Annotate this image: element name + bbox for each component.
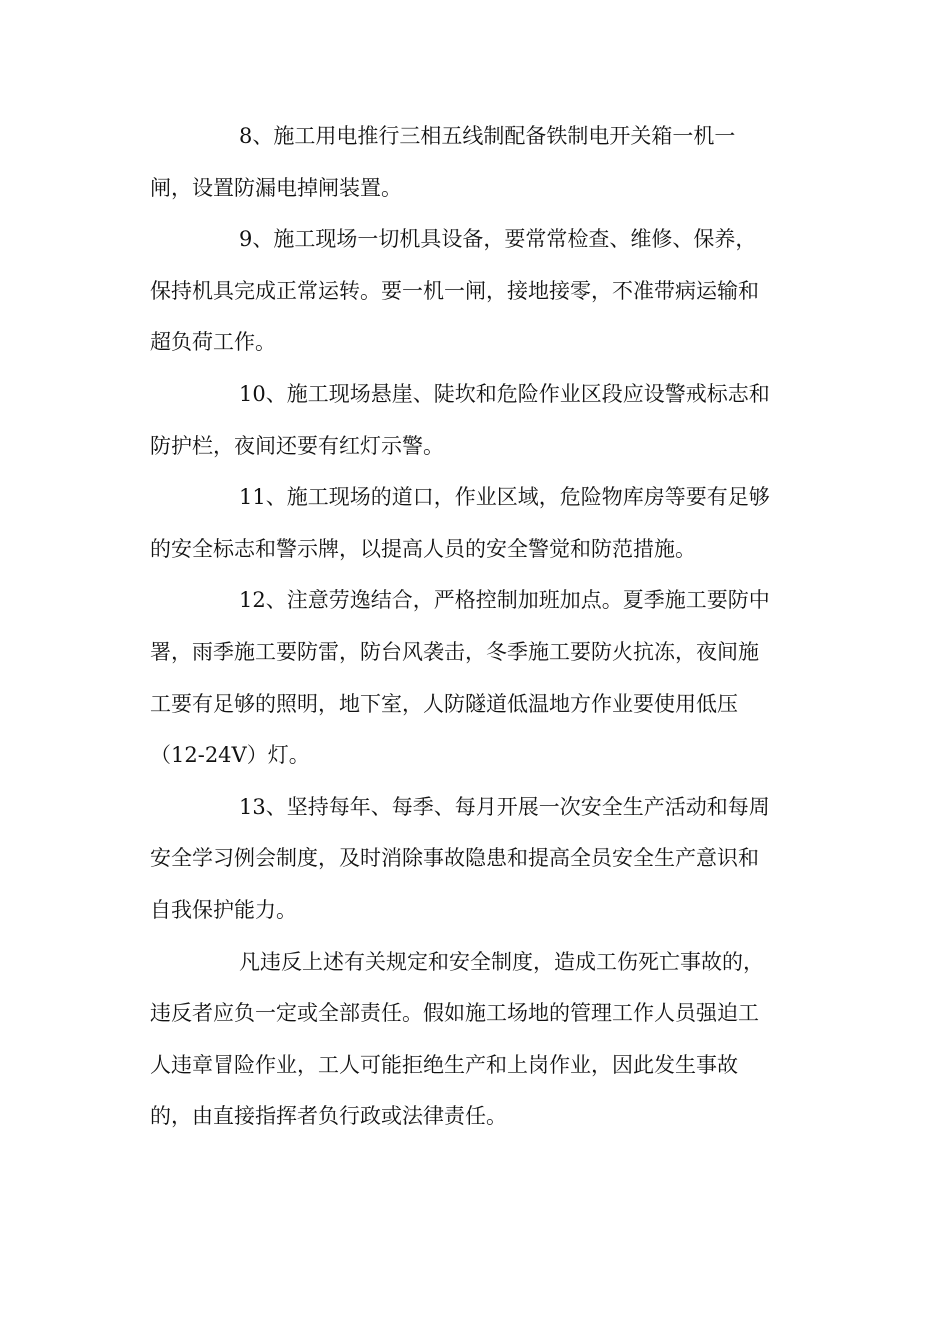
paragraph-line: 人违章冒险作业，工人可能拒绝生产和上岗作业，因此发生事故 xyxy=(150,1052,738,1077)
paragraph-item-10 xyxy=(150,369,800,472)
paragraph-line: 12、注意劳逸结合，严格控制加班加点。夏季施工要防中 xyxy=(239,588,770,613)
paragraph-line: 保持机具完成正常运转。要一机一闸，接地接零，不准带病运输和 xyxy=(150,278,759,303)
paragraph-line: 凡违反上述有关规定和安全制度，造成工伤死亡事故的， xyxy=(239,949,764,974)
paragraph-item-11 xyxy=(150,472,800,575)
paragraph-item-8 xyxy=(150,111,800,214)
paragraph-item-12 xyxy=(150,575,800,781)
paragraph-line: 9、施工现场一切机具设备，要常常检查、维修、保养， xyxy=(239,227,757,252)
paragraph-line: 11、施工现场的道口，作业区域，危险物库房等要有足够 xyxy=(239,485,770,510)
paragraph-item-9 xyxy=(150,214,800,369)
paragraph-liability xyxy=(150,937,800,1143)
paragraph-line: 防护栏，夜间还要有红灯示警。 xyxy=(150,433,444,458)
paragraph-item-13 xyxy=(150,782,800,937)
paragraph-line: 超负荷工作。 xyxy=(150,330,276,355)
paragraph-line: 闸，设置防漏电掉闸装置。 xyxy=(150,175,402,200)
paragraph-line: 13、坚持每年、每季、每月开展一次安全生产活动和每周 xyxy=(239,794,770,819)
paragraph-line: 署，雨季施工要防雷，防台风袭击，冬季施工要防火抗冻，夜间施 xyxy=(150,639,759,664)
paragraph-line: 的安全标志和警示牌，以提高人员的安全警觉和防范措施。 xyxy=(150,536,696,561)
paragraph-line: 的，由直接指挥者负行政或法律责任。 xyxy=(150,1104,507,1129)
paragraph-line: 安全学习例会制度，及时消除事故隐患和提高全员安全生产意识和 xyxy=(150,846,759,871)
paragraph-line: 自我保护能力。 xyxy=(150,897,297,922)
paragraph-line: 8、施工用电推行三相五线制配备铁制电开关箱一机一 xyxy=(239,124,736,148)
document-body xyxy=(150,111,800,1143)
paragraph-line: （12-24V）灯。 xyxy=(150,743,310,768)
paragraph-line: 10、施工现场悬崖、陡坎和危险作业区段应设警戒标志和 xyxy=(239,381,770,406)
paragraph-line: 工要有足够的照明，地下室，人防隧道低温地方作业要使用低压 xyxy=(150,691,738,716)
paragraph-line: 违反者应负一定或全部责任。假如施工场地的管理工作人员强迫工 xyxy=(150,1001,759,1026)
